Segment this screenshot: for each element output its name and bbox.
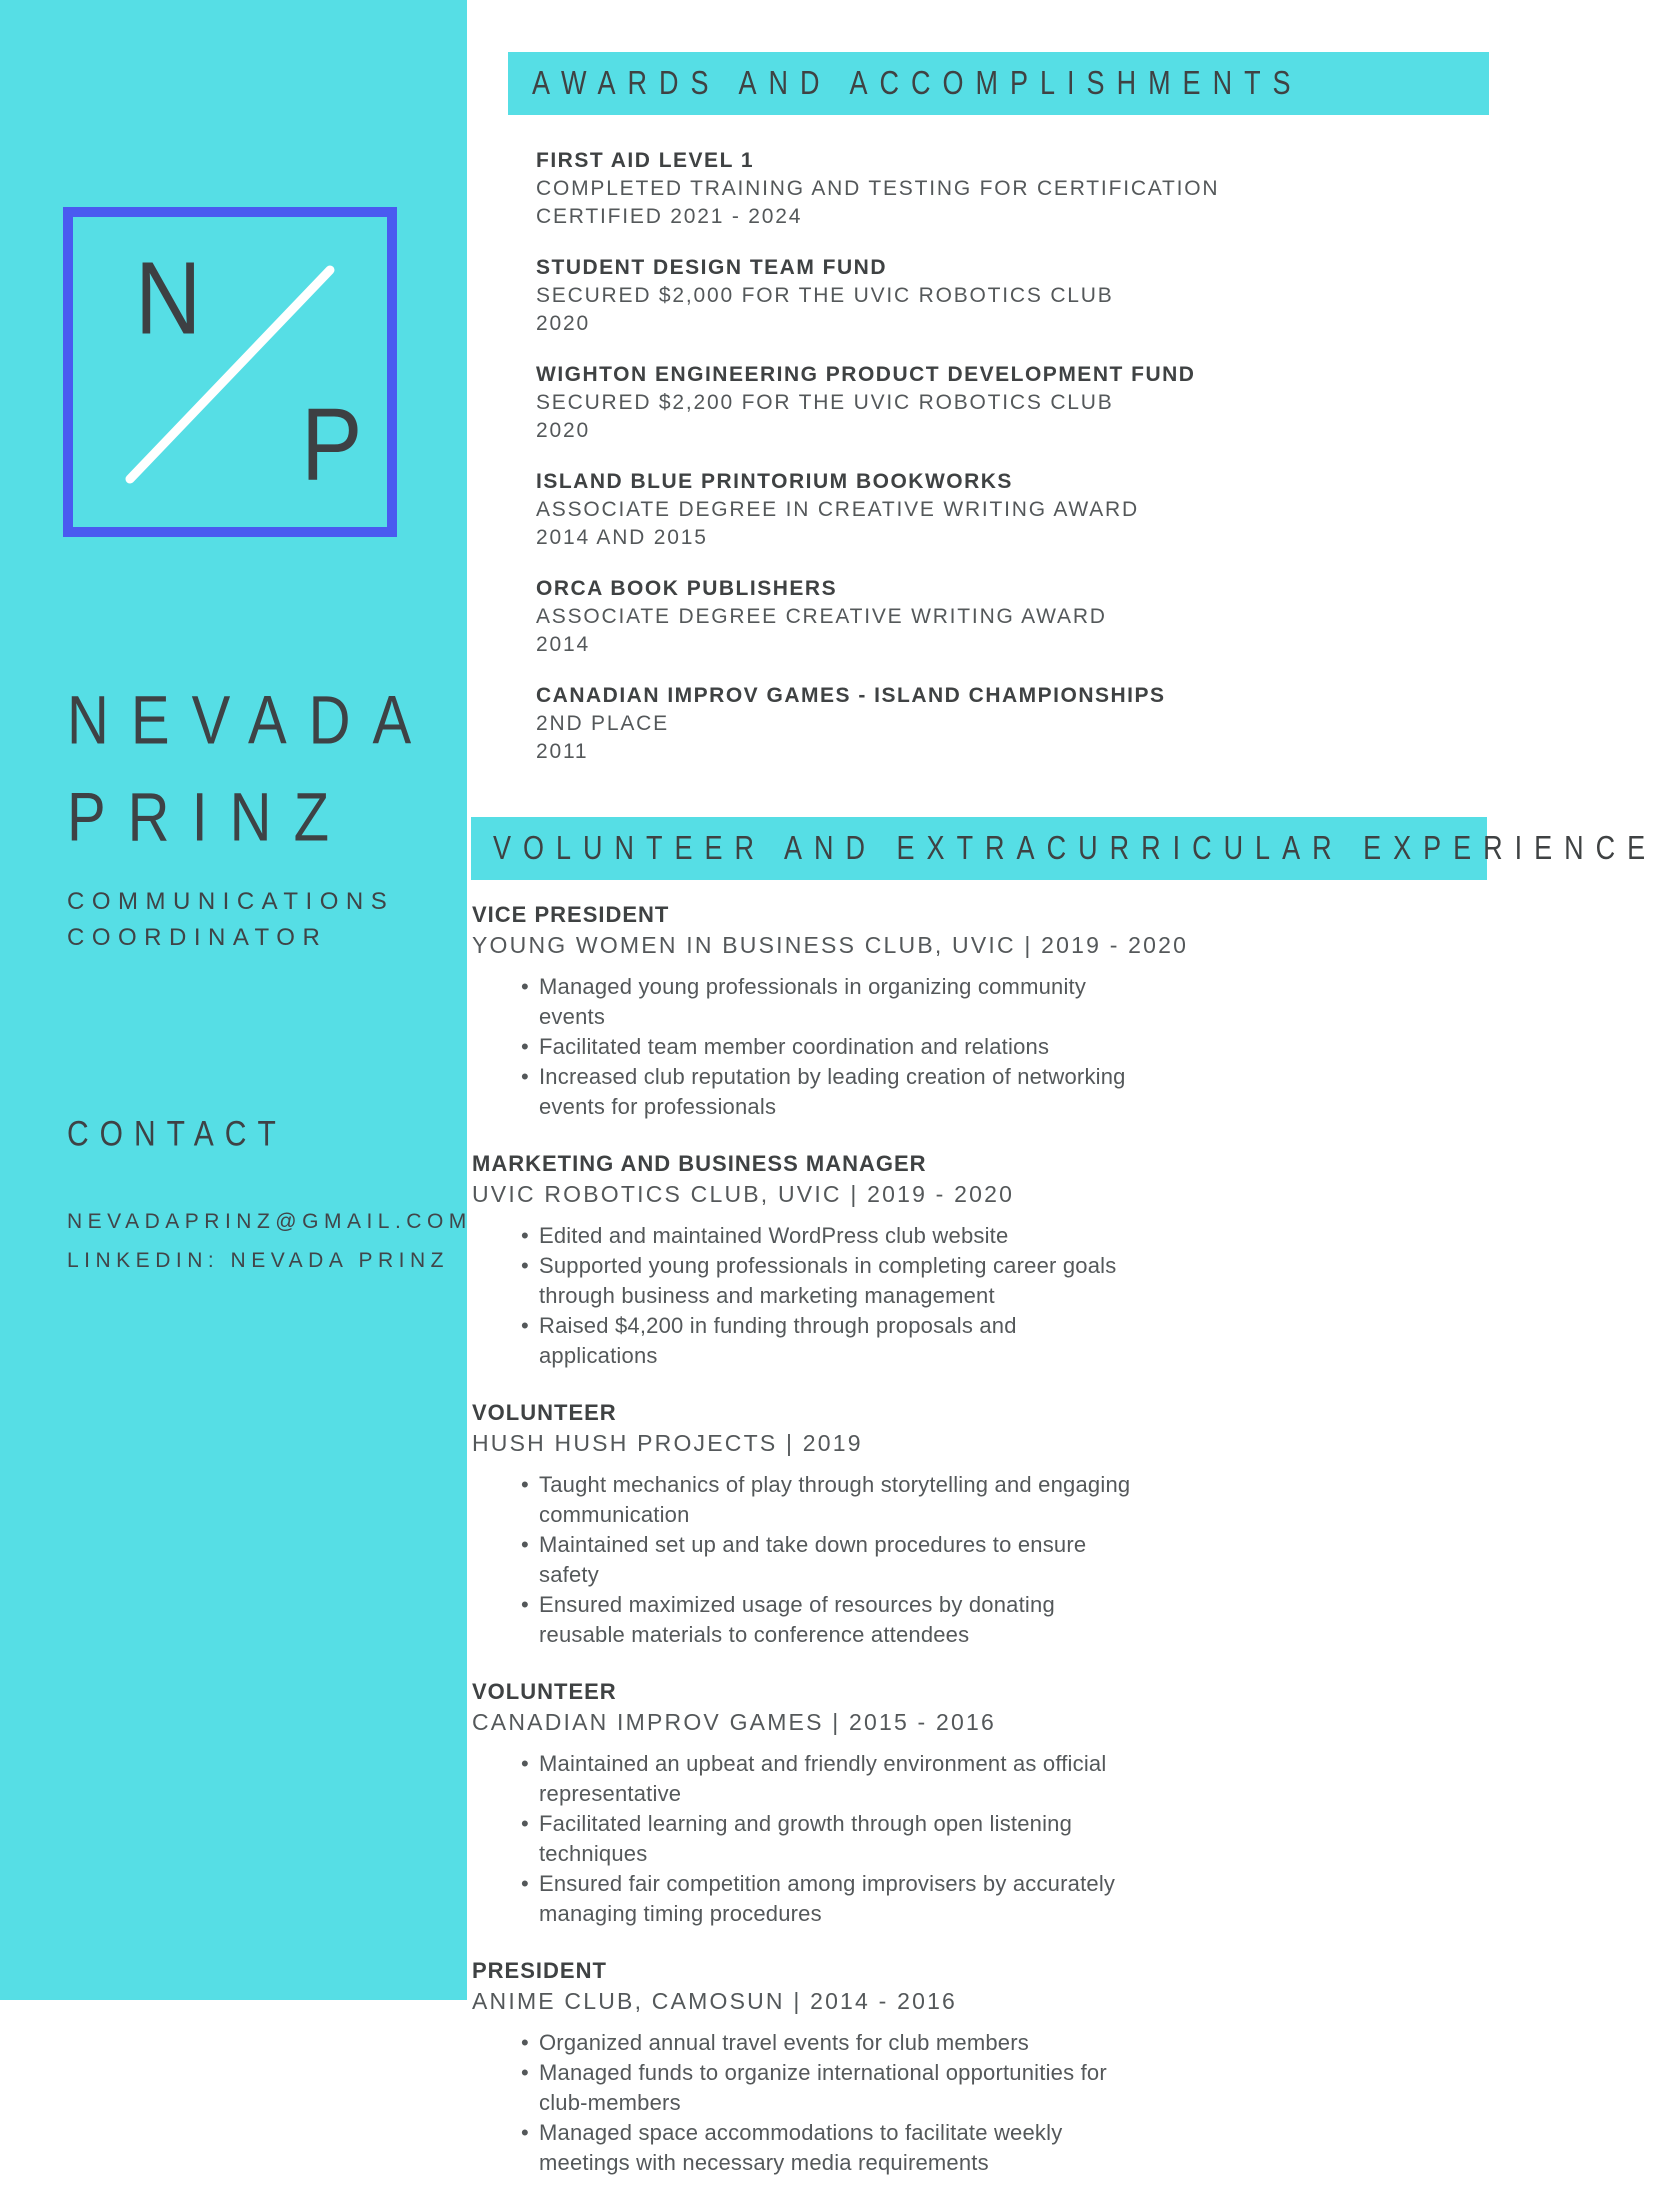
monogram-letter-n: N	[135, 241, 202, 357]
person-name-line2: PRINZ	[67, 779, 351, 856]
award-entry	[536, 575, 1256, 659]
award-entry	[536, 468, 1256, 552]
volunteer-entry-title: VICE PRESIDENT	[472, 902, 670, 927]
volunteer-entry-subtitle: HUSH HUSH PROJECTS | 2019	[472, 1430, 863, 1456]
bullet-dot: •	[521, 1532, 529, 1557]
person-role-line2: COORDINATOR	[67, 924, 328, 951]
award-entry-line: ASSOCIATE DEGREE IN CREATIVE WRITING AWARD	[536, 498, 1139, 521]
award-entry-title: STUDENT DESIGN TEAM FUND	[536, 256, 887, 279]
volunteer-bullet-item: • Edited and maintained WordPress club website	[521, 1221, 1139, 1251]
award-entry-line: SECURED $2,200 FOR THE UVIC ROBOTICS CLUB	[536, 391, 1114, 414]
bullet-dot: •	[521, 1223, 529, 1248]
volunteer-bullet-item: • Organized annual travel events for club members	[521, 2028, 1139, 2058]
volunteer-bullet-item: • Taught mechanics of play through storytelling and engaging communication	[521, 1472, 1131, 1527]
award-entry-line: COMPLETED TRAINING AND TESTING FOR CERTIFICATION	[536, 177, 1220, 200]
sidebar	[0, 0, 472, 2000]
volunteer-entry-title: PRESIDENT	[472, 1958, 607, 1983]
volunteer-entry	[472, 1149, 1172, 1371]
volunteer-bullet-item: • Managed funds to organize international opportunities for club-members	[521, 2060, 1107, 2115]
award-entry-line: SECURED $2,000 FOR THE UVIC ROBOTICS CLUB	[536, 284, 1114, 307]
volunteer-section-title: VOLUNTEER AND EXTRACURRICULAR EXPERIENCE	[493, 829, 1657, 867]
volunteer-entry	[472, 1677, 1172, 1929]
monogram-letter-p: P	[301, 387, 363, 503]
award-entry-line: 2014 AND 2015	[536, 526, 708, 549]
volunteer-bullet-item: • Managed space accommodations to facilitate weekly meetings with necessary media requirements	[521, 2120, 1063, 2175]
volunteer-list	[472, 900, 1189, 2205]
volunteer-bullet-item: • Maintained set up and take down procedures to ensure safety	[521, 1532, 1087, 1587]
volunteer-entry-subtitle: UVIC ROBOTICS CLUB, UVIC | 2019 - 2020	[472, 1181, 1015, 1207]
award-entry-title: FIRST AID LEVEL 1	[536, 149, 755, 172]
award-entry-line: 2020	[536, 312, 590, 335]
bullet-dot: •	[521, 1034, 529, 1059]
bullet-dot: •	[521, 1064, 529, 1089]
bullet-dot: •	[521, 1253, 529, 1278]
volunteer-bullet-list	[521, 2028, 1139, 2178]
awards-list	[536, 147, 1256, 789]
contact-linkedin: LINKEDIN: NEVADA PRINZ	[67, 1249, 450, 1272]
volunteer-bullet-item: • Ensured maximized usage of resources by donating reusable materials to conference attendees	[521, 1592, 1055, 1647]
volunteer-bullet-item: • Managed young professionals in organizing community events	[521, 974, 1087, 1029]
person-role-line1: COMMUNICATIONS	[67, 888, 395, 915]
volunteer-bullet-list	[521, 972, 1139, 1122]
volunteer-bullet-item: • Maintained an upbeat and friendly environment as official representative	[521, 1751, 1107, 1806]
award-entry-title: CANADIAN IMPROV GAMES - ISLAND CHAMPIONSHIPS	[536, 684, 1166, 707]
award-entry-line: 2020	[536, 419, 590, 442]
monogram-logo	[63, 207, 397, 537]
award-entry-line: CERTIFIED 2021 - 2024	[536, 205, 803, 228]
award-entry-line: ASSOCIATE DEGREE CREATIVE WRITING AWARD	[536, 605, 1107, 628]
volunteer-entry-title: VOLUNTEER	[472, 1400, 617, 1425]
award-entry-title: ISLAND BLUE PRINTORIUM BOOKWORKS	[536, 470, 1013, 493]
bullet-dot: •	[521, 1472, 529, 1497]
award-entry-line: 2ND PLACE	[536, 712, 669, 735]
award-entry	[536, 147, 1256, 231]
bullet-dot: •	[521, 1871, 529, 1896]
bullet-dot: •	[521, 2060, 529, 2085]
bullet-dot: •	[521, 974, 529, 999]
contact-email: NEVADAPRINZ@GMAIL.COM	[67, 1210, 472, 1233]
bullet-dot: •	[521, 1751, 529, 1776]
award-entry-title: WIGHTON ENGINEERING PRODUCT DEVELOPMENT FUND	[536, 363, 1196, 386]
volunteer-entry-subtitle: ANIME CLUB, CAMOSUN | 2014 - 2016	[472, 1988, 958, 2014]
award-entry	[536, 254, 1256, 338]
volunteer-entry-subtitle: CANADIAN IMPROV GAMES | 2015 - 2016	[472, 1709, 996, 1735]
volunteer-bullet-list	[521, 1221, 1139, 1371]
volunteer-bullet-item: • Increased club reputation by leading creation of networking events for professionals	[521, 1064, 1126, 1119]
volunteer-entry	[472, 900, 1189, 1122]
award-entry-title: ORCA BOOK PUBLISHERS	[536, 577, 838, 600]
bullet-dot: •	[521, 2030, 529, 2055]
awards-section-title: AWARDS AND ACCOMPLISHMENTS	[532, 64, 1303, 102]
volunteer-entry	[472, 1398, 1172, 1650]
bullet-dot: •	[521, 1592, 529, 1617]
volunteer-entry-title: VOLUNTEER	[472, 1679, 617, 1704]
volunteer-bullet-list	[521, 1749, 1139, 1929]
volunteer-entry-title: MARKETING AND BUSINESS MANAGER	[472, 1151, 927, 1176]
bullet-dot: •	[521, 2120, 529, 2145]
person-name	[67, 672, 433, 866]
award-entry	[536, 361, 1256, 445]
volunteer-entry-subtitle: YOUNG WOMEN IN BUSINESS CLUB, UVIC | 2019 - 2020	[472, 932, 1189, 958]
contact-heading: CONTACT	[67, 1114, 287, 1154]
volunteer-bullet-list	[521, 1470, 1139, 1650]
person-role	[67, 884, 394, 956]
volunteer-bullet-item: • Supported young professionals in completing career goals through business and marketing management	[521, 1253, 1117, 1308]
bullet-dot: •	[521, 1313, 529, 1338]
bullet-dot: •	[521, 1811, 529, 1836]
person-name-line1: NEVADA	[67, 682, 434, 759]
volunteer-entry	[472, 1956, 1172, 2178]
award-entry-line: 2011	[536, 740, 589, 763]
volunteer-bullet-item: • Raised $4,200 in funding through proposals and applications	[521, 1313, 1017, 1368]
award-entry	[536, 682, 1256, 766]
award-entry-line: 2014	[536, 633, 590, 656]
volunteer-section-header	[471, 817, 1657, 880]
awards-section-header	[508, 52, 1489, 115]
volunteer-bullet-item: • Facilitated learning and growth through open listening techniques	[521, 1811, 1073, 1866]
volunteer-bullet-item: • Facilitated team member coordination and relations	[521, 1032, 1139, 1062]
volunteer-bullet-item: • Ensured fair competition among improvisers by accurately managing timing procedures	[521, 1871, 1116, 1926]
